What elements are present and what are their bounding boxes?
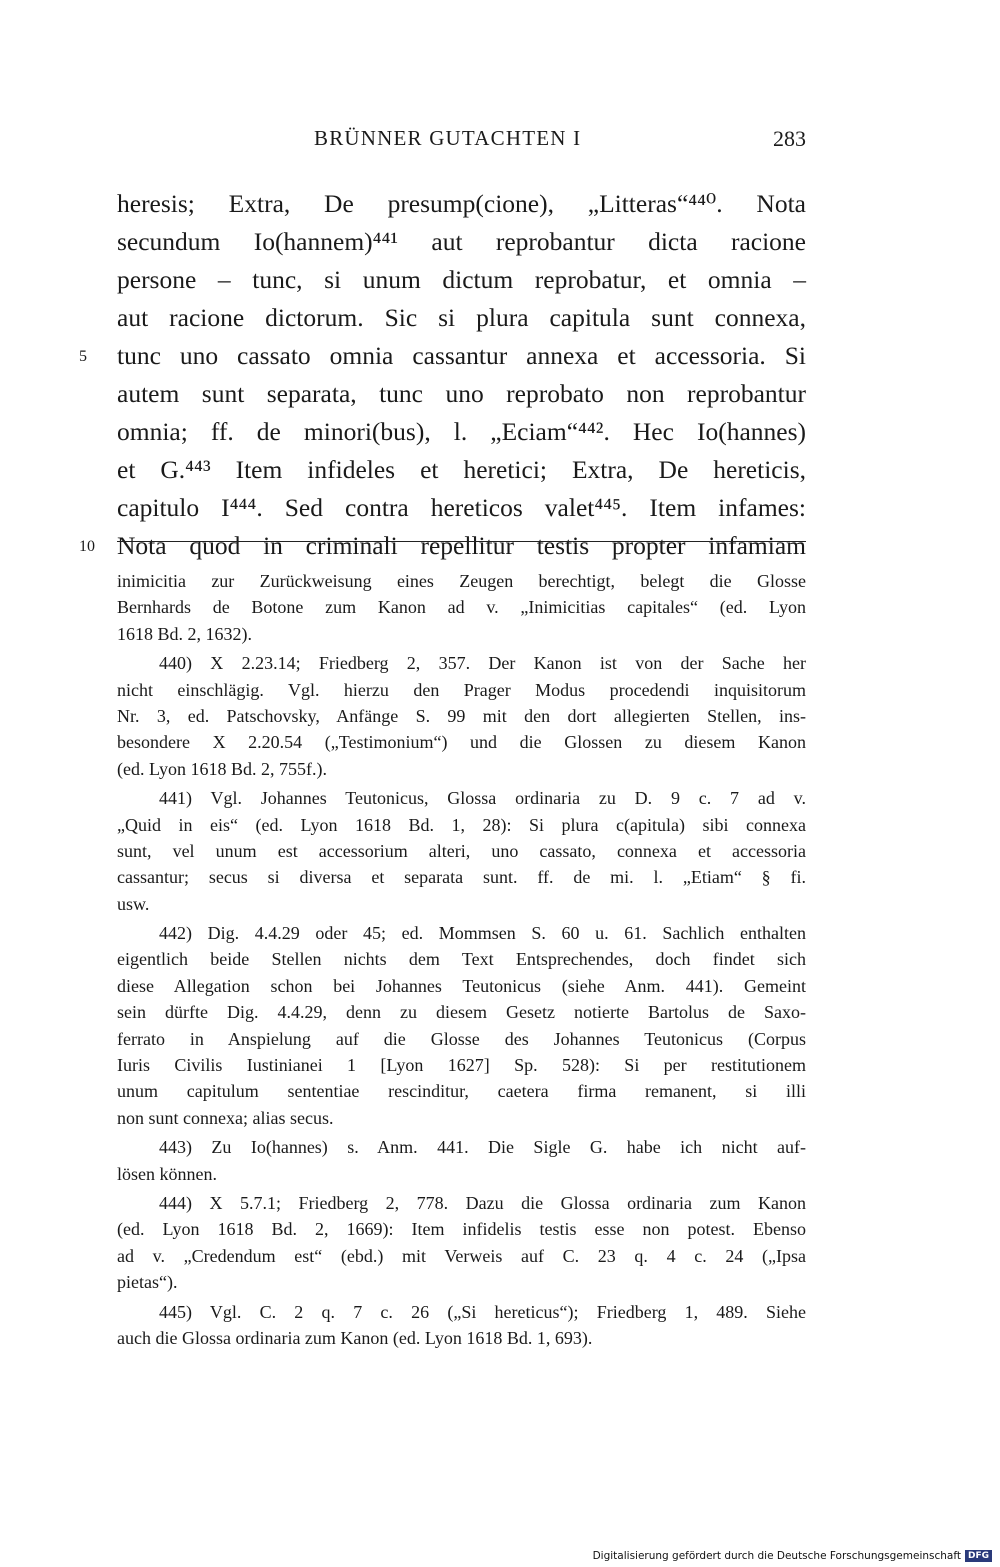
footnote-line: eigentlich beide Stellen nichts dem Text Entsprechendes, doch findet sich [117, 949, 806, 970]
body-line [117, 375, 806, 413]
footnote-line: pietas“). [117, 1272, 178, 1293]
footnote-line: ad v. „Credendum est“ (ebd.) mit Verweis auf C. 23 q. 4 c. 24 („Ipsa [117, 1245, 806, 1266]
body-line-text: aut racione dictorum. Sic si plura capitula sunt connexa, [117, 303, 806, 332]
body-line-text: capitulo I⁴⁴⁴. Sed contra hereticos valet⁴⁴⁵. Item infames: [117, 493, 806, 522]
footnote-line: non sunt connexa; alias secus. [117, 1107, 334, 1128]
body-text [79, 185, 806, 565]
dfg-logo-icon: DFG [965, 1550, 992, 1562]
footnote-line: diese Allegation schon bei Johannes Teutonicus (siehe Anm. 441). Gemeint [117, 975, 806, 996]
footnote [117, 1299, 806, 1352]
footnote-line: 444) X 5.7.1; Friedberg 2, 778. Dazu die Glossa ordinaria zum Kanon [159, 1192, 806, 1213]
body-line [79, 527, 806, 565]
footnote-line: sunt, vel unum est accessorium alteri, uno cassato, connexa et accessoria [117, 840, 806, 861]
page-header [117, 126, 806, 156]
page-number: 283 [773, 126, 806, 151]
footnote-line: lösen können. [117, 1163, 217, 1184]
footnote-line: unum capitulum sententiae rescinditur, caetera firma remanent, si illi [117, 1081, 806, 1102]
footnote-line: 441) Vgl. Johannes Teutonicus, Glossa ordinaria zu D. 9 c. 7 ad v. [159, 788, 806, 809]
footnote [117, 1134, 806, 1187]
footnote-line: nicht einschlägig. Vgl. hierzu den Prager Modus procedendi inquisitorum [117, 679, 806, 700]
footnote-line: cassantur; secus si diversa et separata sunt. ff. de mi. l. „Etiam“ § fi. [117, 867, 806, 888]
body-line-text: tunc uno cassato omnia cassantur annexa et accessoria. Si [117, 341, 806, 370]
body-line-text: et G.⁴⁴³ Item infideles et heretici; Extra, De hereticis, [117, 455, 806, 484]
body-line [117, 223, 806, 261]
body-line-text: heresis; Extra, De presump(cione), „Litteras“⁴⁴⁰. Nota [117, 189, 806, 218]
body-line-text: secundum Io(hannem)⁴⁴¹ aut reprobantur dicta racione [117, 227, 806, 256]
footnote-line: usw. [117, 893, 150, 914]
footnote-line: 1618 Bd. 2, 1632). [117, 623, 252, 644]
body-line-text: Nota quod in criminali repellitur testis propter infamiam [117, 531, 806, 560]
footnote [117, 785, 806, 917]
footnote-line: 443) Zu Io(hannes) s. Anm. 441. Die Sigle G. habe ich nicht auf- [159, 1137, 806, 1158]
footnote-line: 442) Dig. 4.4.29 oder 45; ed. Mommsen S. 60 u. 61. Sachlich enthalten [159, 923, 806, 944]
body-line [117, 299, 806, 337]
footnote [117, 568, 806, 647]
footnote-line: Nr. 3, ed. Patschovsky, Anfänge S. 99 mit den dort allegierten Stellen, ins- [117, 705, 806, 726]
footnote [117, 650, 806, 782]
line-number: 5 [79, 348, 87, 365]
body-line-text: autem sunt separata, tunc uno reprobato non reprobantur [117, 379, 806, 408]
footnote [117, 920, 806, 1131]
footnote-line: auch die Glossa ordinaria zum Kanon (ed. Lyon 1618 Bd. 1, 693). [117, 1327, 593, 1348]
footnote-line: 440) X 2.23.14; Friedberg 2, 357. Der Kanon ist von der Sache her [159, 653, 806, 674]
footnote-line: Bernhards de Botone zum Kanon ad v. „Inimicitias capitales“ (ed. Lyon [117, 597, 806, 618]
body-line [117, 185, 806, 223]
footnote-line: (ed. Lyon 1618 Bd. 2, 755f.). [117, 758, 327, 779]
body-line [117, 451, 806, 489]
digitization-footer [593, 1549, 992, 1563]
running-title: BRÜNNER GUTACHTEN I [314, 126, 582, 150]
footnote-line: ferrato in Anspielung auf die Glosse des Johannes Teutonicus (Corpus [117, 1028, 806, 1049]
footnote-line: 445) Vgl. C. 2 q. 7 c. 26 („Si hereticus“); Friedberg 1, 489. Siehe [159, 1301, 806, 1322]
footnote-line: sein dürfte Dig. 4.4.29, denn zu diesem Gesetz notierte Bartolus de Saxo- [117, 1002, 806, 1023]
footnote [117, 1190, 806, 1296]
body-line [79, 337, 806, 375]
footnotes [117, 568, 806, 1351]
footer-text: Digitalisierung gefördert durch die Deutsche Forschungsgemeinschaft [592, 1550, 961, 1562]
line-number: 10 [79, 538, 95, 555]
footnote-rule [117, 541, 806, 542]
body-line [117, 489, 806, 527]
body-line-text: persone – tunc, si unum dictum reprobatur, et omnia – [117, 265, 806, 294]
footnote-line: (ed. Lyon 1618 Bd. 2, 1669): Item infidelis testis esse non potest. Ebenso [117, 1219, 806, 1240]
body-line [117, 261, 806, 299]
footnote-line: „Quid in eis“ (ed. Lyon 1618 Bd. 1, 28): Si plura c(apitula) sibi connexa [117, 814, 806, 835]
footnote-line: inimicitia zur Zurückweisung eines Zeugen berechtigt, belegt die Glosse [117, 571, 806, 591]
body-line-text: omnia; ff. de minori(bus), l. „Eciam“⁴⁴². Hec Io(hannes) [117, 417, 806, 446]
footnote-line: Iuris Civilis Iustinianei 1 [Lyon 1627] Sp. 528): Si per restitutionem [117, 1055, 806, 1076]
footnote-line: besondere X 2.20.54 („Testimonium“) und die Glossen zu diesem Kanon [117, 732, 806, 753]
body-line [117, 413, 806, 451]
